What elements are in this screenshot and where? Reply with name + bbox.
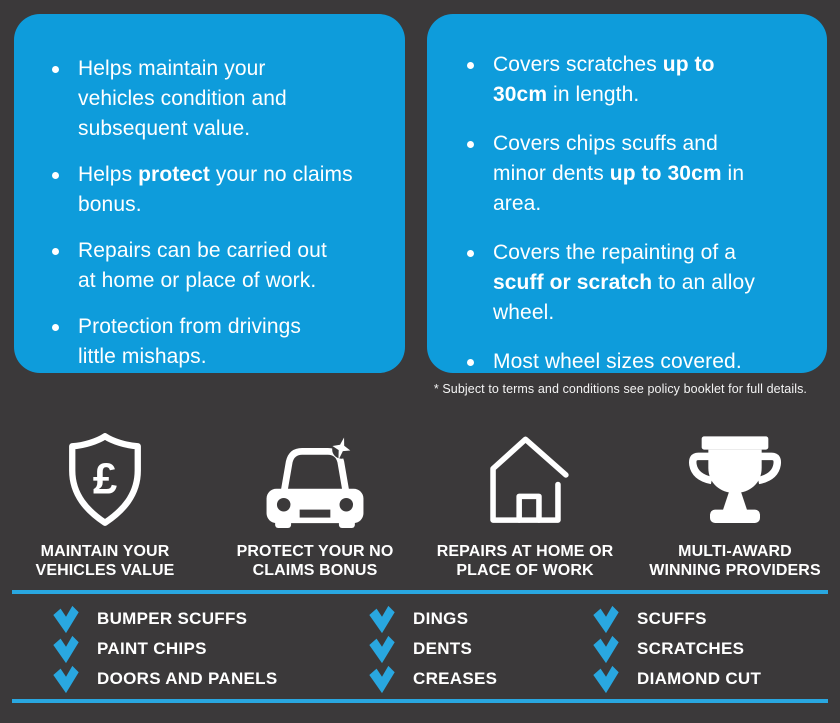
check-icon	[52, 665, 80, 694]
bold-text: 30cm	[493, 83, 548, 106]
check-icon	[592, 665, 620, 694]
house-icon	[478, 433, 573, 528]
coverage-column	[592, 604, 761, 694]
coverage-label: CREASES	[413, 669, 498, 688]
text: to an alloy	[652, 271, 755, 294]
bullet-item	[459, 50, 809, 110]
coverage-label: SCUFFS	[637, 609, 707, 628]
coverage-label: DENTS	[413, 639, 473, 658]
feature-label	[36, 542, 175, 580]
text: vehicles condition and	[78, 87, 287, 110]
feature-label-line: PLACE OF WORK	[456, 562, 594, 579]
check-icon	[592, 605, 620, 634]
feature-label-line: WINNING PROVIDERS	[649, 562, 821, 579]
text: Covers the repainting of a	[493, 241, 737, 264]
text: subsequent value.	[78, 117, 251, 140]
feature-label-line: MAINTAIN YOUR	[40, 543, 170, 560]
coverage-bullet-list	[459, 50, 809, 377]
text: Helps	[78, 163, 139, 186]
coverage-label: PAINT CHIPS	[97, 639, 207, 658]
trophy-icon	[685, 433, 785, 528]
shield-pound-icon	[63, 431, 147, 528]
coverage-label: DOORS AND PANELS	[97, 669, 278, 688]
divider-line-top	[12, 590, 828, 594]
feature-icon-box	[685, 426, 785, 528]
bullet-item	[459, 347, 809, 377]
bold-text: up to	[662, 53, 715, 76]
text: wheel.	[493, 301, 555, 324]
features-row	[0, 426, 840, 580]
feature-icon-box	[259, 426, 371, 528]
text: area.	[493, 192, 542, 215]
text: Covers chips scuffs and	[493, 132, 718, 155]
check-icon	[52, 605, 80, 634]
coverage-item	[368, 664, 497, 694]
check-icon	[368, 665, 396, 694]
feature-award-providers	[630, 426, 840, 580]
benefits-panel	[14, 14, 405, 373]
check-icon	[592, 635, 620, 664]
coverage-item	[52, 664, 277, 694]
text: minor dents	[493, 162, 610, 185]
disclaimer-text: * Subject to terms and conditions see policy booklet for full details.	[433, 382, 807, 396]
bullet-item	[44, 54, 387, 144]
coverage-label: BUMPER SCUFFS	[97, 609, 248, 628]
bullet-item	[44, 160, 387, 220]
coverage-item	[52, 604, 277, 634]
text: Helps maintain your	[78, 57, 266, 80]
check-icon	[368, 605, 396, 634]
feature-label-line: PROTECT YOUR NO	[236, 543, 394, 560]
text: Protection from drivings	[78, 315, 301, 338]
text: bonus.	[78, 193, 142, 216]
feature-icon-box	[478, 426, 573, 528]
bold-text: scuff or scratch	[493, 271, 653, 294]
text: Most wheel sizes covered.	[493, 350, 742, 373]
check-icon	[368, 635, 396, 664]
feature-label-line: REPAIRS AT HOME OR	[436, 543, 614, 560]
feature-maintain-value	[0, 426, 210, 580]
coverage-item	[368, 634, 497, 664]
feature-label-line: VEHICLES VALUE	[35, 562, 175, 579]
coverage-column	[368, 604, 497, 694]
bold-text: protect	[138, 163, 210, 186]
feature-label	[237, 542, 394, 580]
coverage-column	[52, 604, 277, 694]
car-shine-icon	[259, 436, 371, 528]
text: little mishaps.	[78, 345, 207, 368]
coverage-checklist	[0, 604, 840, 696]
coverage-item	[592, 634, 761, 664]
feature-icon-box	[63, 426, 147, 528]
feature-label-line: MULTI-AWARD	[678, 543, 792, 560]
text: Repairs can be carried out	[78, 239, 327, 262]
coverage-label: SCRATCHES	[637, 639, 745, 658]
bullet-item	[44, 312, 387, 372]
feature-no-claims	[210, 426, 420, 580]
check-icon	[52, 635, 80, 664]
benefits-list	[44, 54, 387, 372]
feature-label-line: CLAIMS BONUS	[252, 562, 378, 579]
bullet-item	[44, 236, 387, 296]
bullet-item	[459, 238, 809, 328]
feature-label	[649, 542, 821, 580]
text: Covers scratches	[493, 53, 663, 76]
text: your no claims	[210, 163, 353, 186]
coverage-label: DINGS	[413, 609, 469, 628]
bold-text: up to 30cm	[609, 162, 722, 185]
text: at home or place of work.	[78, 269, 317, 292]
text: in	[721, 162, 745, 185]
pound-symbol: £	[92, 454, 118, 504]
feature-home-repairs	[420, 426, 630, 580]
coverage-panel	[427, 14, 827, 373]
divider-line-bottom	[12, 699, 828, 703]
coverage-item	[52, 634, 277, 664]
coverage-item	[592, 604, 761, 634]
text: in length.	[547, 83, 640, 106]
coverage-label: DIAMOND CUT	[637, 669, 762, 688]
bullet-item	[459, 129, 809, 219]
coverage-item	[592, 664, 761, 694]
coverage-item	[368, 604, 497, 634]
feature-label	[437, 542, 614, 580]
